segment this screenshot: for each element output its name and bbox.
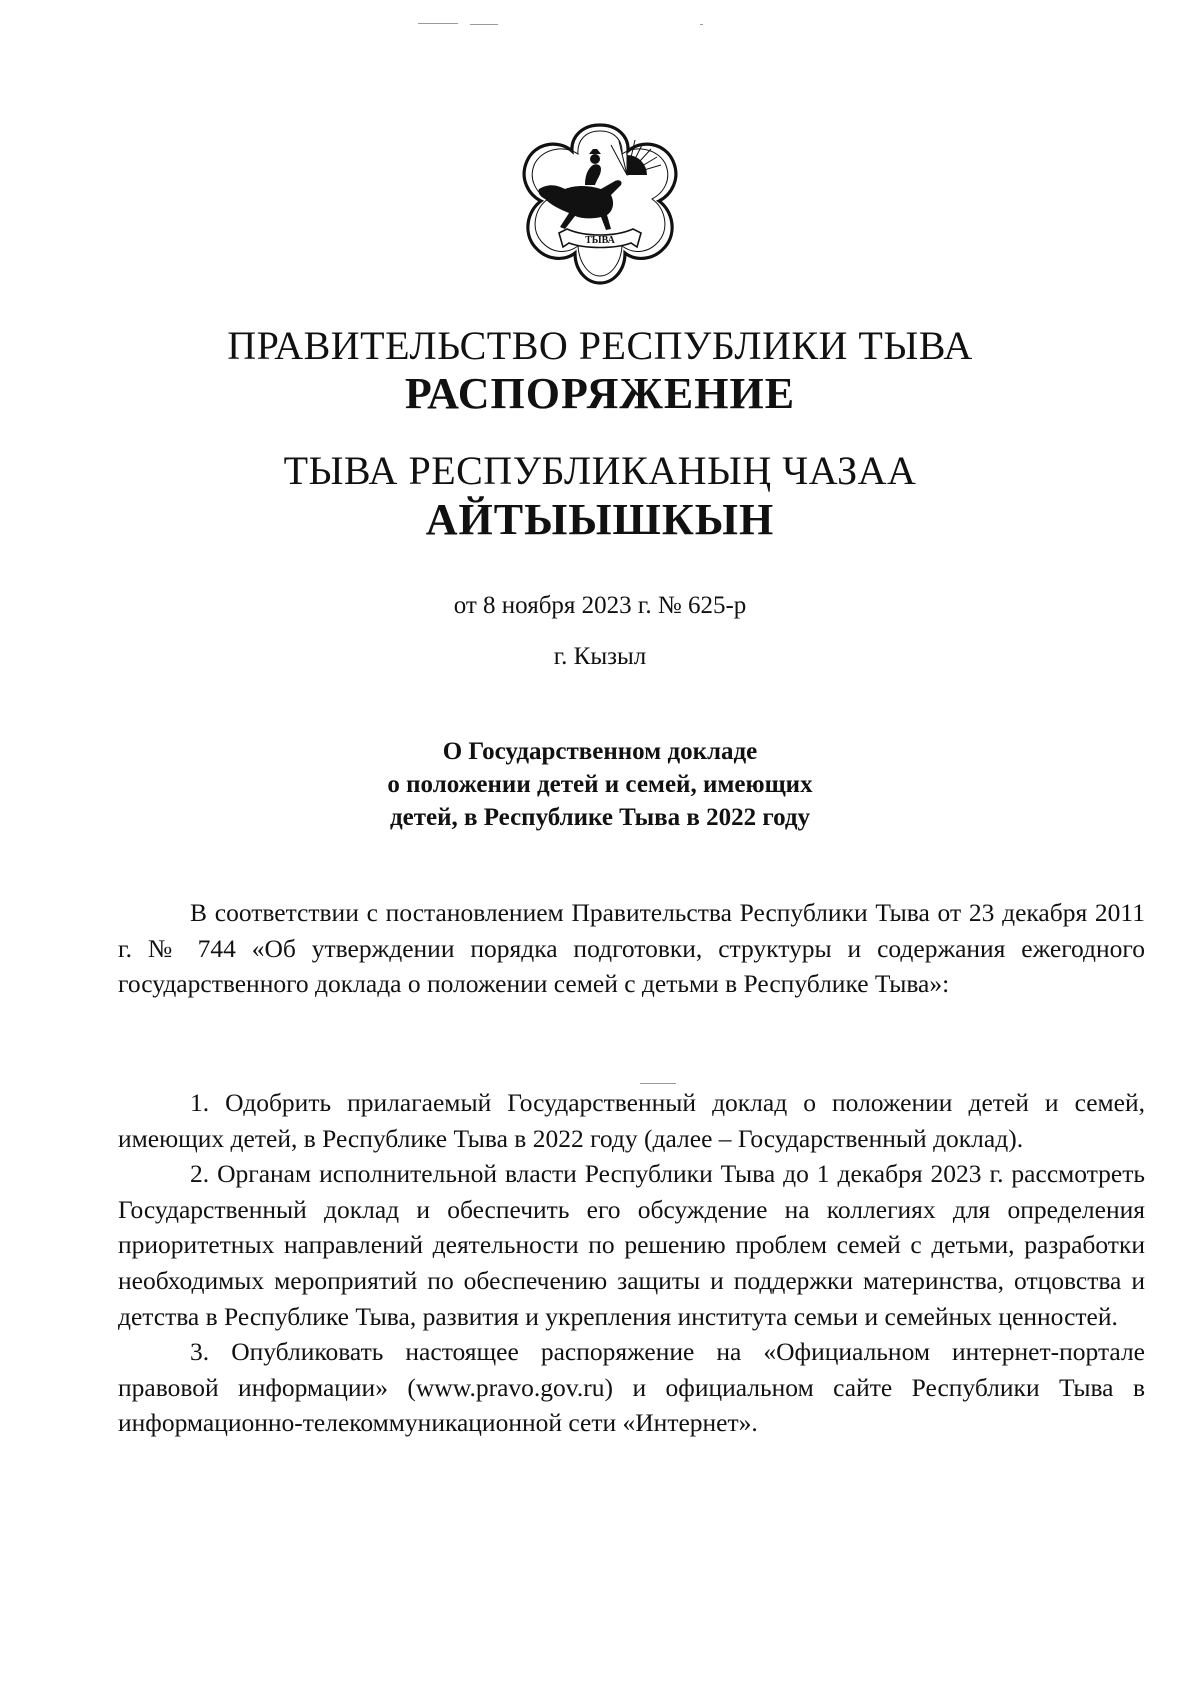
subject-line: детей, в Республике Тыва в 2022 году (389, 804, 811, 831)
government-title-ru: ПРАВИТЕЛЬСТВО РЕСПУБЛИКИ ТЫВА (227, 323, 973, 368)
city: г. Кызыл (553, 643, 647, 670)
scan-artifact (418, 23, 458, 24)
subject-line: о положении детей и семей, имеющих (387, 771, 813, 798)
document-type-ru: РАСПОРЯЖЕНИЕ (404, 369, 796, 418)
scan-artifact (470, 24, 498, 25)
date-and-number: от 8 ноября 2023 г. № 625-р (453, 592, 747, 619)
resolution-item-1: 1. Одобрить прилагаемый Государственный доклад о положении детей и семей, имеющих детей, в Республике Тыва в 2022 году (далее – Государственный доклад). (118, 1088, 1145, 1153)
preamble-section (118, 895, 1145, 1002)
resolution-item-2: 2. Органам исполнительной власти Республики Тыва до 1 декабря 2023 г. рассмотреть Государственный доклад и обеспечить его обсуждение на коллегиях для определения приоритетных направлений деятельности по решению проблем семей с детьми, разработки необходимых мероприятий по обеспечению защиты и поддержки материнства, отцовства и детства в Республике Тыва, развития и укрепления института семьи и семейных ценностей. (118, 1159, 1145, 1331)
resolution-item-3: 3. Опубликовать настоящее распоряжение на «Официальном интернет-портале правовой информации» (www.pravo.gov.ru) и официальном сайте Республики Тыва в информационно-телекоммуникационной сети «Интернет». (118, 1337, 1145, 1438)
document-subject (0, 735, 1200, 834)
government-title-tuv: ТЫВА РЕСПУБЛИКАНЫҢ ЧАЗАА (283, 448, 917, 493)
tuva-emblem-icon (515, 119, 685, 289)
resolution-items (118, 1085, 1145, 1441)
scan-artifact (640, 1083, 676, 1084)
document-type-tuv: АЙТЫЫШКЫН (425, 495, 775, 544)
preamble-paragraph: В соответствии с постановлением Правительства Республики Тыва от 23 декабря 2011 г. № 744 «Об утверждении порядка подготовки, структуры и содержания ежегодного государственного доклада о положении семей с детьми в Республике Тыва»: (118, 898, 1145, 999)
scan-artifact (700, 24, 703, 25)
emblem-ribbon-label: ТЫВА (585, 235, 615, 246)
subject-line: О Государственном докладе (442, 738, 758, 765)
